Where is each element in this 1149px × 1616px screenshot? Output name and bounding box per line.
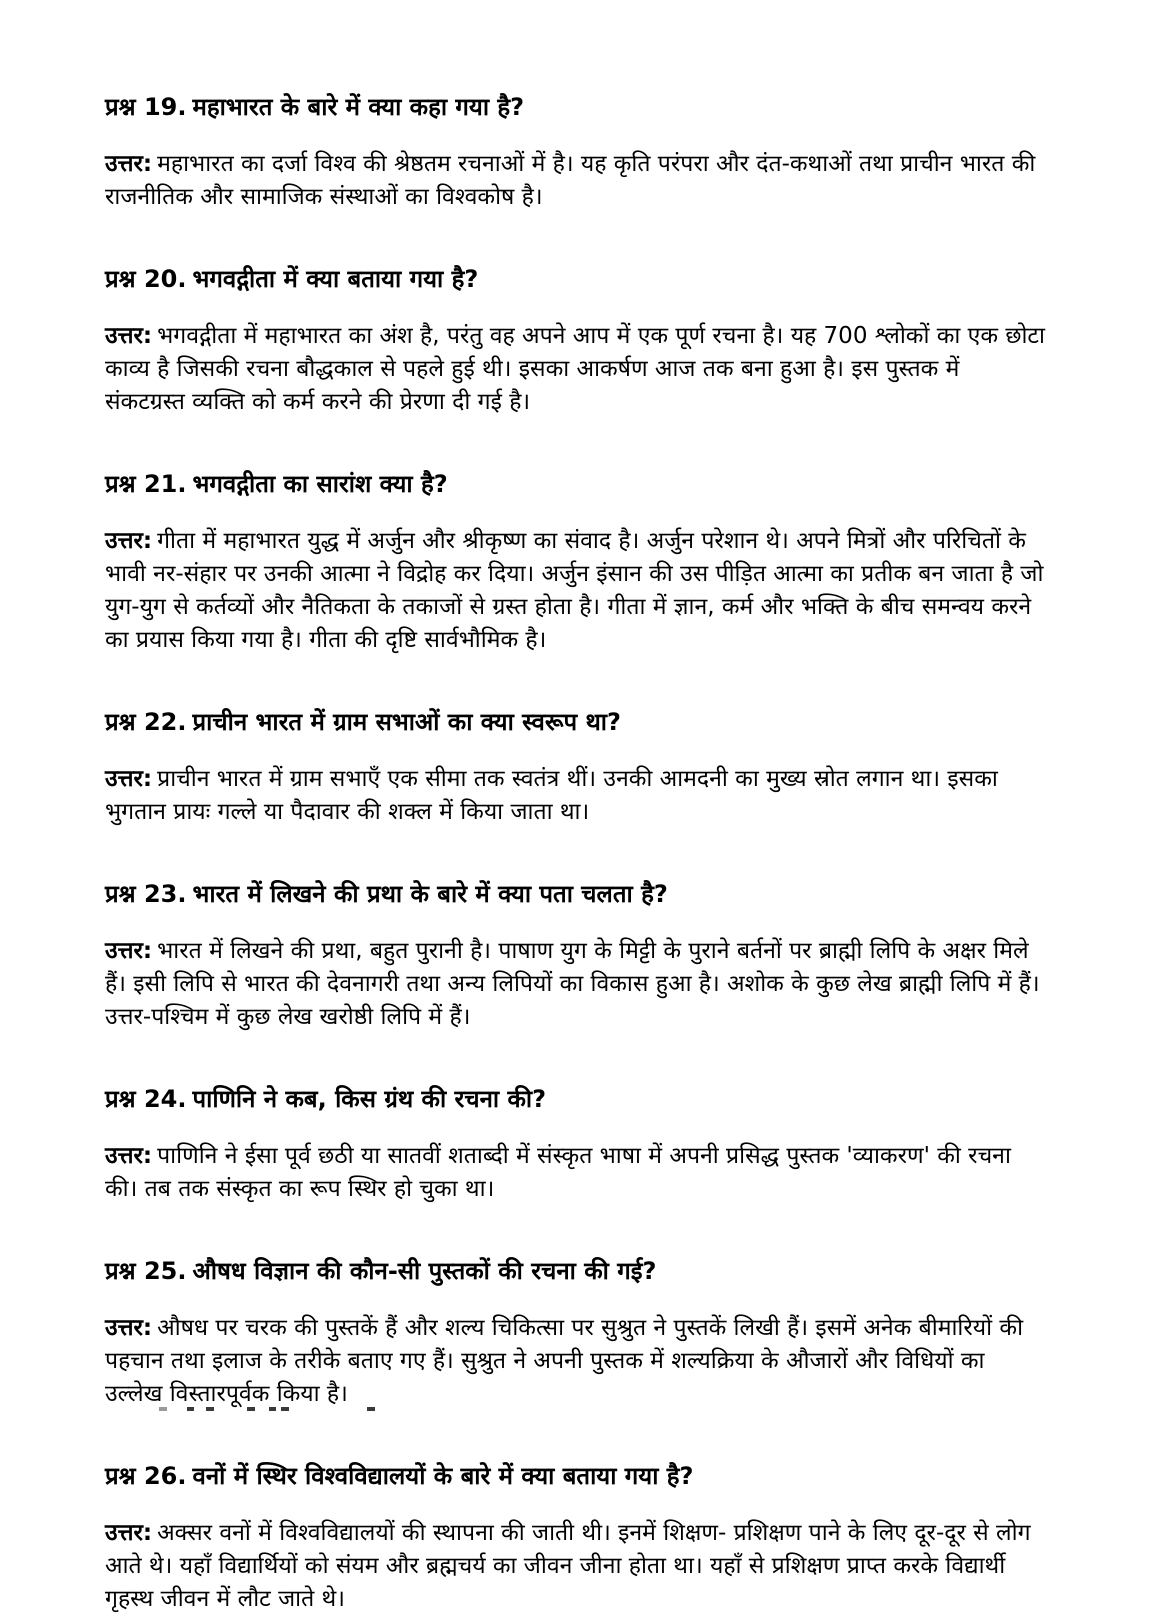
question-number: प्रश्न 26. (105, 1462, 187, 1490)
question-text: प्राचीन भारत में ग्राम सभाओं का क्या स्वरूप था? (192, 708, 621, 736)
answer-text: पाणिनि ने ईसा पूर्व छठी या सातवीं शताब्दी में संस्कृत भाषा में अपनी प्रसिद्ध पुस्तक 'व्याकरण' की रचना की। तब तक संस्कृत का रूप स्थिर हो चुका था। (105, 1143, 1011, 1202)
answer-label: उत्तर: (105, 766, 153, 792)
question-heading (105, 469, 1045, 499)
question-heading (105, 707, 1045, 737)
answer-text: भारत में लिखने की प्रथा, बहुत पुरानी है। पाषाण युग के मिट्टी के पुराने बर्तनों पर ब्राह्मी लिपि के अक्षर मिले हैं। इसी लिपि से भारत की देवनागरी तथा अन्य लिपियों का विकास हुआ है। अशोक के कुछ लेख ब्राह्मी लिपि में हैं। उत्तर-पश्चिम में कुछ लेख खरोष्ठी लिपि में हैं। (105, 938, 1040, 1030)
answer-paragraph (105, 763, 1045, 829)
question-heading (105, 92, 1045, 122)
question-number: प्रश्न 19. (105, 93, 187, 121)
clipped-next-heading-fragments (0, 1407, 1149, 1412)
qa-item-26 (105, 1461, 1045, 1616)
answer-paragraph (105, 935, 1045, 1034)
qa-item-25 (105, 1256, 1045, 1411)
question-number: प्रश्न 23. (105, 880, 187, 908)
question-heading (105, 264, 1045, 294)
answer-text: औषध पर चरक की पुस्तकें हैं और शल्य चिकित्सा पर सुश्रुत ने पुस्तकें लिखी हैं। इसमें अनेक बीमारियों की पहचान तथा इलाज के तरीके बताए गए हैं। सुश्रुत ने अपनी पुस्तक में शल्यक्रिया के औजारों और विधियों का उल्लेख विस्तारपूर्वक किया है। (105, 1315, 1024, 1407)
answer-text: भगवद्गीता में महाभारत का अंश है, परंतु वह अपने आप में एक पूर्ण रचना है। यह 700 श्लोकों का एक छोटा काव्य है जिसकी रचना बौद्धकाल से पहले हुई थी। इसका आकर्षण आज तक बना हुआ है। इस पुस्तक में संकटग्रस्त व्यक्ति को कर्म करने की प्रेरणा दी गई है। (105, 323, 1045, 415)
question-number: प्रश्न 21. (105, 470, 187, 498)
answer-label: उत्तर: (105, 938, 153, 964)
question-number: प्रश्न 20. (105, 265, 187, 293)
answer-paragraph (105, 1312, 1045, 1411)
question-number: प्रश्न 22. (105, 708, 187, 736)
question-text: औषध विज्ञान की कौन-सी पुस्तकों की रचना की गई? (192, 1257, 657, 1285)
question-heading (105, 1461, 1045, 1491)
answer-label: उत्तर: (105, 1520, 153, 1546)
answer-paragraph (105, 148, 1045, 214)
answer-label: उत्तर: (105, 323, 153, 349)
question-text: भगवद्गीता में क्या बताया गया है? (192, 265, 479, 293)
question-text: भगवद्गीता का सारांश क्या है? (192, 470, 448, 498)
answer-label: उत्तर: (105, 1315, 153, 1341)
answer-text: अक्सर वनों में विश्वविद्यालयों की स्थापना की जाती थी। इनमें शिक्षण- प्रशिक्षण पाने के लिए दूर-दूर से लोग आते थे। यहाँ विद्यार्थियों को संयम और ब्रह्मचर्य का जीवन जीना होता था। यहाँ से प्रशिक्षण प्राप्त करके विद्यार्थी गृहस्थ जीवन में लौट जाते थे। (105, 1520, 1031, 1612)
answer-paragraph (105, 1140, 1045, 1206)
qa-item-19 (105, 92, 1045, 214)
question-text: वनों में स्थिर विश्वविद्यालयों के बारे में क्या बताया गया है? (192, 1462, 694, 1490)
answer-text: प्राचीन भारत में ग्राम सभाएँ एक सीमा तक स्वतंत्र थीं। उनकी आमदनी का मुख्य स्रोत लगान था। इसका भुगतान प्रायः गल्ले या पैदावार की शक्ल में किया जाता था। (105, 766, 998, 825)
answer-label: उत्तर: (105, 1143, 153, 1169)
answer-text: गीता में महाभारत युद्ध में अर्जुन और श्रीकृष्ण का संवाद है। अर्जुन परेशान थे। अपने मित्रों और परिचितों के भावी नर-संहार पर उनकी आत्मा ने विद्रोह कर दिया। अर्जुन इंसान की उस पीड़ित आत्मा का प्रतीक बन जाता है जो युग-युग से कर्तव्यों और नैतिकता के तकाजों से ग्रस्त होता है। गीता में ज्ञान, कर्म और भक्ति के बीच समन्वय करने का प्रयास किया गया है। गीता की दृष्टि सार्वभौमिक है। (105, 528, 1044, 653)
qa-item-23 (105, 879, 1045, 1034)
answer-paragraph (105, 525, 1045, 657)
qa-item-24 (105, 1084, 1045, 1206)
question-heading (105, 1084, 1045, 1114)
question-text: भारत में लिखने की प्रथा के बारे में क्या पता चलता है? (192, 880, 668, 908)
question-heading (105, 1256, 1045, 1286)
question-heading (105, 879, 1045, 909)
answer-label: उत्तर: (105, 528, 153, 554)
answer-paragraph (105, 1517, 1045, 1616)
answer-paragraph (105, 320, 1045, 419)
question-text: पाणिनि ने कब, किस ग्रंथ की रचना की? (192, 1085, 547, 1113)
qa-item-22 (105, 707, 1045, 829)
question-number: प्रश्न 25. (105, 1257, 187, 1285)
answer-label: उत्तर: (105, 151, 153, 177)
question-number: प्रश्न 24. (105, 1085, 187, 1113)
qa-item-20 (105, 264, 1045, 419)
answer-text: महाभारत का दर्जा विश्व की श्रेष्ठतम रचनाओं में है। यह कृति परंपरा और दंत-कथाओं तथा प्राचीन भारत की राजनीतिक और सामाजिक संस्थाओं का विश्वकोष है। (105, 151, 1036, 210)
question-text: महाभारत के बारे में क्या कहा गया है? (192, 93, 525, 121)
qa-item-21 (105, 469, 1045, 657)
